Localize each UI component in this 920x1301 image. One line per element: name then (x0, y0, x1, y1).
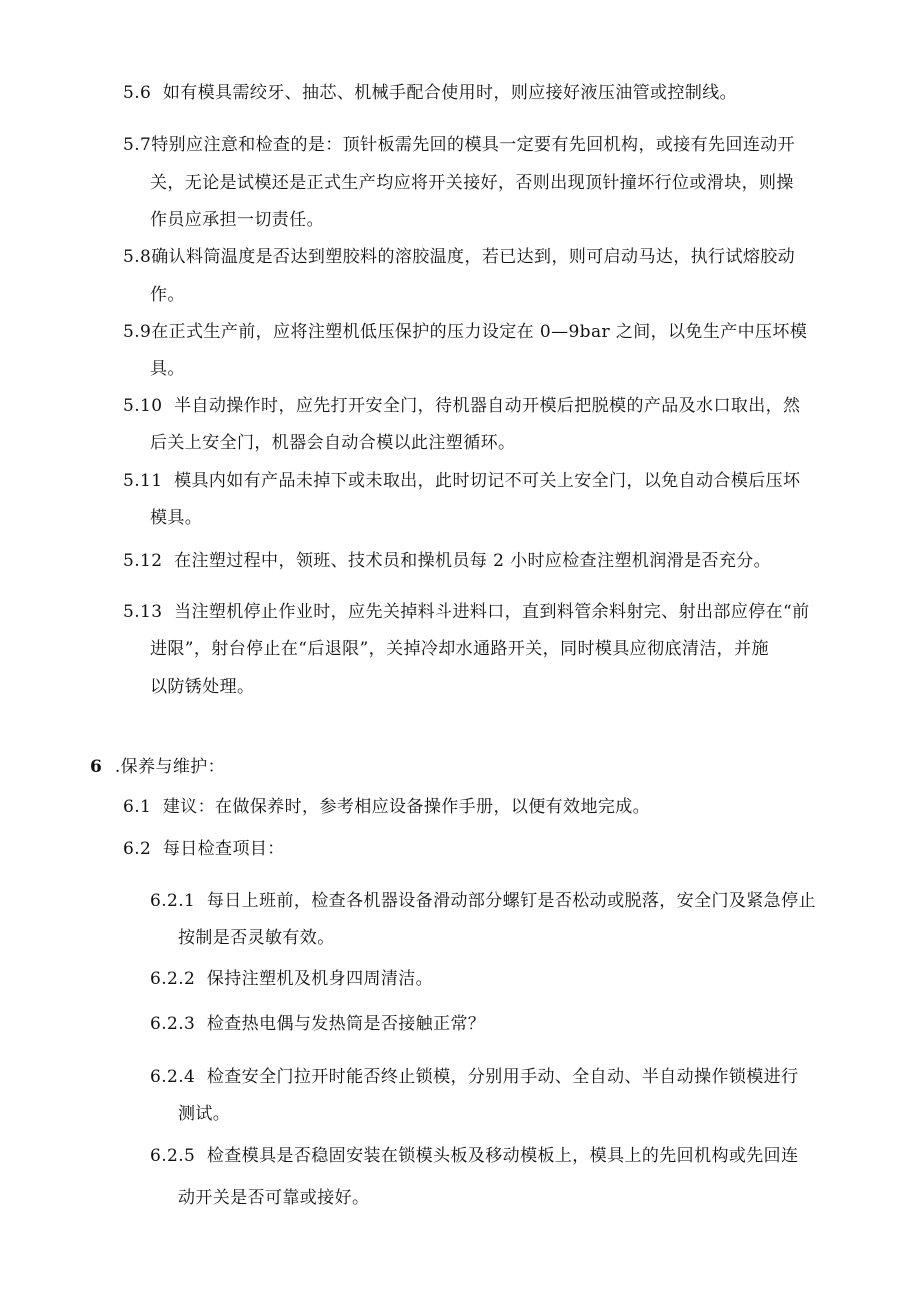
item-text: 模具内如有产品未掉下或未取出，此时切记不可关上安全门，以免自动合模后压坏 (174, 471, 801, 491)
item-number: 5.9 (123, 322, 152, 342)
item-5-11 (123, 470, 800, 492)
item-number: 6.2 (123, 839, 152, 859)
item-text: 如有模具需绞牙、抽芯、机械手配合使用时，则应接好液压油管或控制线。 (162, 83, 738, 103)
item-text: 检查模具是否稳固安装在锁模头板及移动模板上，模具上的先回机构或先回连 (206, 1146, 799, 1166)
item-text-continued: 进限”，射台停止在“后退限”，关掉冷却水通路开关，同时模具应彻底清洁，并施 (150, 639, 769, 659)
item-5-10 (123, 395, 800, 417)
item-5-12 (123, 550, 771, 572)
item-text: 每日上班前，检查各机器设备滑动部分螺钉是否松动或脱落，安全门及紧急停止 (206, 891, 816, 911)
item-text-continued: 具。 (150, 359, 185, 379)
subitem-6-2-2 (150, 968, 433, 990)
item-text: 检查热电偶与发热筒是否接触正常？ (206, 1014, 486, 1034)
item-5-8 (123, 246, 795, 268)
item-text: 保持注塑机及机身四周清洁。 (206, 969, 434, 989)
item-number: 6.2.5 (150, 1146, 196, 1166)
subitem-6-2-3 (150, 1013, 485, 1035)
item-number: 5.11 (123, 471, 163, 491)
item-text: 建议：在做保养时，参考相应设备操作手册，以便有效地完成。 (162, 797, 651, 817)
item-5-13 (123, 601, 810, 623)
item-text-continued: 测试。 (178, 1104, 231, 1124)
item-number: 5.13 (123, 602, 163, 622)
item-text: 在注塑过程中，领班、技术员和操机员每 2 小时应检查注塑机润滑是否充分。 (174, 551, 772, 571)
item-number: 5.6 (123, 83, 152, 103)
item-text-continued: 以防锈处理。 (150, 677, 255, 697)
item-number: 6.2.4 (150, 1067, 196, 1087)
item-5-7 (123, 134, 795, 156)
item-text: 在正式生产前，应将注塑机低压保护的压力设定在 0—9bar 之间，以免生产中压坏模 (151, 322, 808, 342)
subitem-6-2-5 (150, 1145, 798, 1167)
section-title: .保养与维护： (114, 757, 226, 777)
section-number: 6 (90, 757, 103, 777)
item-6-1 (123, 796, 650, 818)
item-text-continued: 模具。 (150, 508, 203, 528)
item-6-2 (123, 838, 285, 860)
item-number: 5.12 (123, 551, 163, 571)
item-text: 当注塑机停止作业时，应先关掉料斗进料口，直到料管余料射完、射出部应停在“前 (174, 602, 810, 622)
item-text-continued: 按制是否灵敏有效。 (178, 928, 335, 948)
item-number: 6.2.3 (150, 1014, 196, 1034)
item-text: 每日检查项目： (162, 839, 285, 859)
item-text: 确认料筒温度是否达到塑胶料的溶胶温度，若已达到，则可启动马达，执行试熔胶动 (151, 247, 796, 267)
item-text-continued: 关，无论是试模还是正式生产均应将开关接好，否则出现顶针撞坏行位或滑块，则操 (150, 173, 794, 193)
item-number: 6.2.1 (150, 891, 196, 911)
item-number: 6.1 (123, 797, 152, 817)
item-text-continued: 动开关是否可靠或接好。 (178, 1188, 370, 1208)
item-text-continued: 后关上安全门，机器会自动合模以此注塑循环。 (150, 433, 516, 453)
item-5-6 (123, 82, 737, 104)
item-text: 检查安全门拉开时能否终止锁模，分别用手动、全自动、半自动操作锁模进行 (206, 1067, 799, 1087)
item-number: 5.7 (123, 135, 152, 155)
item-text: 半自动操作时，应先打开安全门，待机器自动开模后把脱模的产品及水口取出，然 (174, 396, 801, 416)
item-text: 特别应注意和检查的是：顶针板需先回的模具一定要有先回机构，或接有先回连动开 (151, 135, 796, 155)
subitem-6-2-1 (150, 890, 816, 912)
section-6-heading (90, 756, 225, 778)
item-5-9 (123, 321, 807, 343)
item-text-continued: 作员应承担一切责任。 (150, 210, 324, 230)
item-number: 5.8 (123, 247, 152, 267)
subitem-6-2-4 (150, 1066, 798, 1088)
item-number: 6.2.2 (150, 969, 196, 989)
item-text-continued: 作。 (150, 285, 185, 305)
item-number: 5.10 (123, 396, 163, 416)
